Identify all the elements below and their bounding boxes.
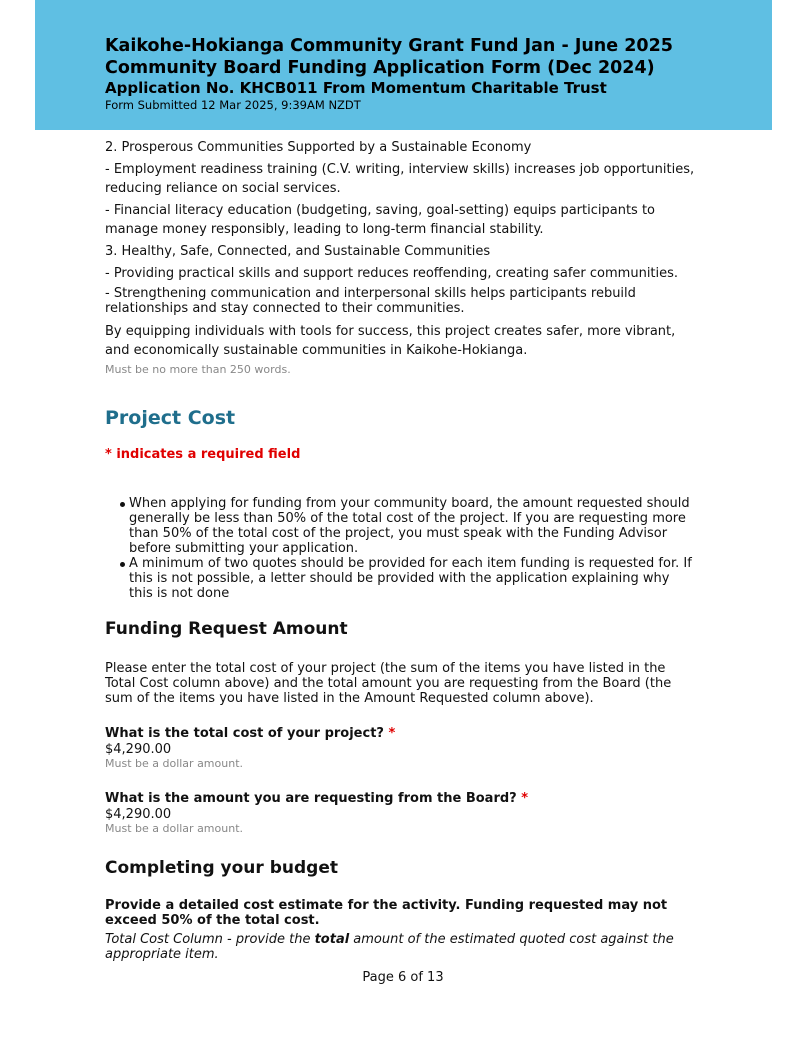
answer-paragraph: - Strengthening communication and interpersonal skills helps participants rebuild relationships and stay connected to their communities. bbox=[105, 286, 636, 316]
total-cost-field bbox=[105, 726, 695, 771]
funding-request-title: Funding Request Amount bbox=[105, 619, 348, 639]
total-cost-value: $4,290.00 bbox=[105, 742, 172, 757]
requested-amount-field bbox=[105, 791, 695, 836]
page-number: Page 6 of 13 bbox=[362, 970, 444, 985]
application-number: Application No. KHCB011 From Momentum Charitable Trust bbox=[105, 79, 607, 97]
answer-paragraph: 3. Healthy, Safe, Connected, and Sustainable Communities bbox=[105, 244, 491, 259]
requested-amount-label: What is the amount you are requesting from the Board? * bbox=[105, 791, 529, 806]
guidance-item: A minimum of two quotes should be provided for each item funding is requested for. If this is not possible, a letter should be provided with the application explaining why this is not done bbox=[129, 556, 695, 601]
answer-paragraph: - Providing practical skills and support reduces reoffending, creating safer communities. bbox=[105, 266, 679, 281]
project-cost-title: Project Cost bbox=[105, 407, 236, 429]
form-header bbox=[35, 0, 772, 130]
required-field-note: * indicates a required field bbox=[105, 447, 301, 462]
submitted-timestamp: Form Submitted 12 Mar 2025, 9:39AM NZDT bbox=[105, 98, 361, 112]
guidance-list bbox=[105, 496, 695, 601]
answer-text bbox=[105, 138, 695, 377]
requested-amount-value: $4,290.00 bbox=[105, 807, 172, 822]
requested-amount-hint: Must be a dollar amount. bbox=[105, 822, 244, 835]
required-marker: * bbox=[388, 726, 396, 741]
funding-request-intro: Please enter the total cost of your project (the sum of the items you have listed in the Total Cost column above) and the total amount you are requesting from the Board (the sum of the items you have listed in the Amount Requested column above). bbox=[105, 661, 672, 706]
answer-paragraph: - Financial literacy education (budgeting, saving, goal-setting) equips participants to manage money responsibly, leading to long-term financial stability. bbox=[105, 203, 655, 237]
budget-title: Completing your budget bbox=[105, 858, 338, 878]
answer-paragraph: 2. Prosperous Communities Supported by a Sustainable Economy bbox=[105, 140, 532, 155]
word-limit-hint: Must be no more than 250 words. bbox=[105, 363, 291, 376]
answer-paragraph: By equipping individuals with tools for success, this project creates safer, more vibrant, and economically sustainable communities in Kaikohe-Hokianga. bbox=[105, 324, 676, 358]
total-cost-label: What is the total cost of your project? * bbox=[105, 726, 396, 741]
total-cost-hint: Must be a dollar amount. bbox=[105, 757, 244, 770]
answer-paragraph: - Employment readiness training (C.V. writing, interview skills) increases job opportunities, reducing reliance on social services. bbox=[105, 162, 695, 196]
form-content bbox=[105, 138, 695, 962]
form-title-line-1: Kaikohe-Hokianga Community Grant Fund Jan - June 2025 bbox=[105, 36, 673, 56]
total-cost-column-note: Total Cost Column - provide the total amount of the estimated quoted cost against the appropriate item. bbox=[105, 932, 674, 962]
budget-instruction: Provide a detailed cost estimate for the activity. Funding requested may not exceed 50% of the total cost. bbox=[105, 898, 668, 928]
form-title-line-2: Community Board Funding Application Form (Dec 2024) bbox=[105, 58, 655, 78]
guidance-item: When applying for funding from your community board, the amount requested should generally be less than 50% of the total cost of the project. If you are requesting more than 50% of the total cost of the project, you must speak with the Funding Advisor before submitting your application. bbox=[129, 496, 695, 556]
required-marker: * bbox=[521, 791, 529, 806]
